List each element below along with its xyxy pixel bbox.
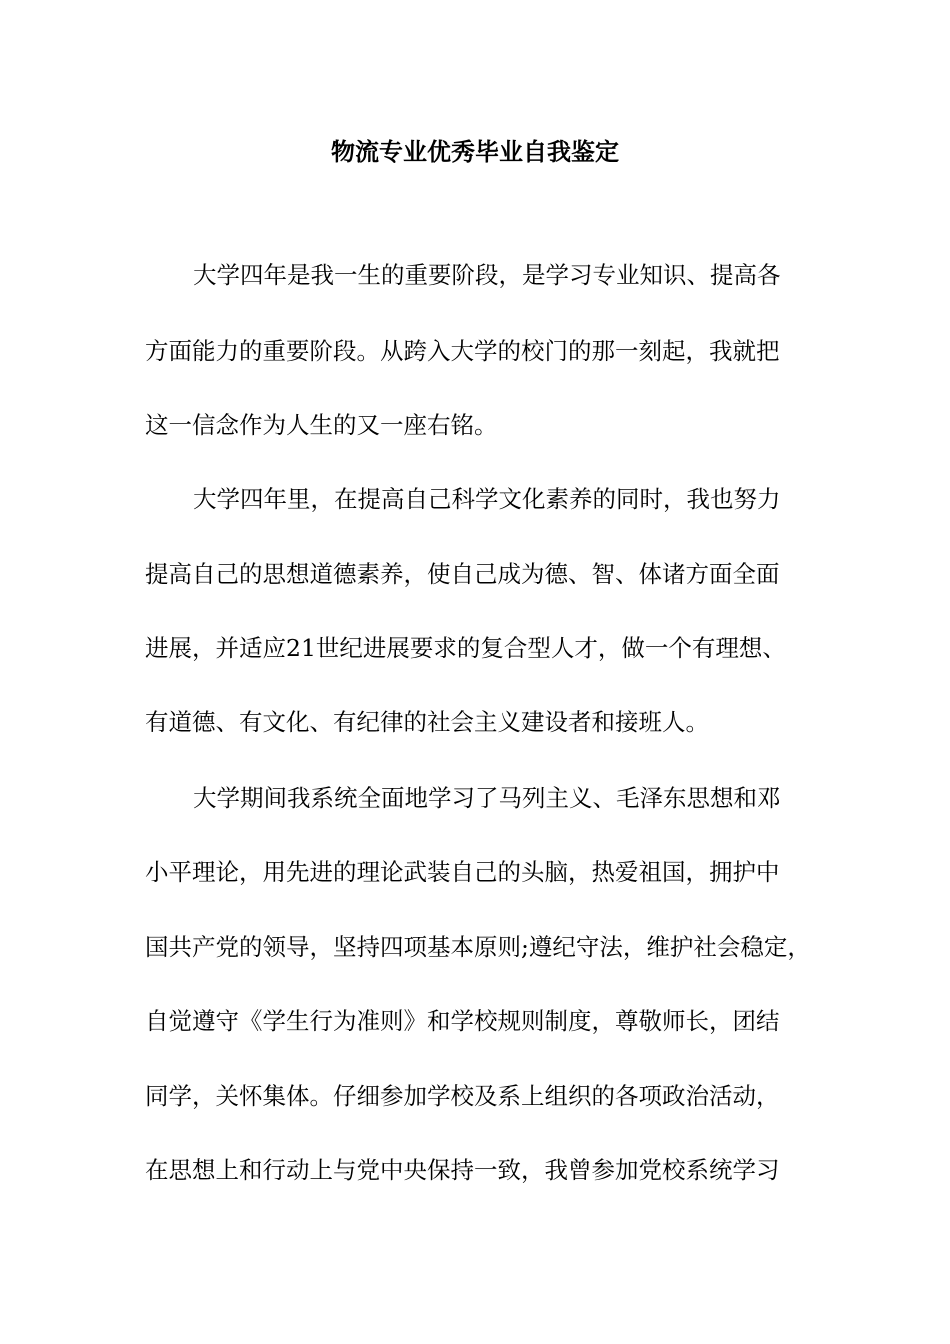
document-title: 物流专业优秀毕业自我鉴定 [331,138,619,166]
paragraph-2-line-3: 进展，并适应21世纪进展要求的复合型人才，做一个有理想、 [145,634,786,662]
paragraph-3-line-2: 小平理论，用先进的理论武装自己的头脑，热爱祖国，拥护中 [145,858,780,886]
paragraph-3-line-5: 同学，关怀集体。仔细参加学校及系上组织的各项政治活动， [145,1082,780,1110]
paragraph-3-line-1: 大学期间我系统全面地学习了马列主义、毛泽东思想和邓 [193,784,781,812]
paragraph-3-line-4: 自觉遵守《学生行为准则》和学校规则制度，尊敬师长，团结 [145,1007,780,1035]
paragraph-2-line-1: 大学四年里，在提高自己科学文化素养的同时，我也努力 [193,485,781,513]
paragraph-1-line-3: 这一信念作为人生的又一座右铭。 [145,411,498,439]
paragraph-3-line-3: 国共产党的领导，坚持四项基本原则;遵纪守法，维护社会稳定， [145,933,811,961]
paragraph-2-line-2: 提高自己的思想道德素养，使自己成为德、智、体诸方面全面 [145,560,780,588]
paragraph-3-line-6: 在思想上和行动上与党中央保持一致，我曾参加党校系统学习 [145,1156,780,1184]
paragraph-2-line-4: 有道德、有文化、有纪律的社会主义建设者和接班人。 [145,708,709,736]
paragraph-1-line-1: 大学四年是我一生的重要阶段，是学习专业知识、提高各 [193,261,781,289]
paragraph-1-line-2: 方面能力的重要阶段。从跨入大学的校门的那一刻起，我就把 [145,337,780,365]
